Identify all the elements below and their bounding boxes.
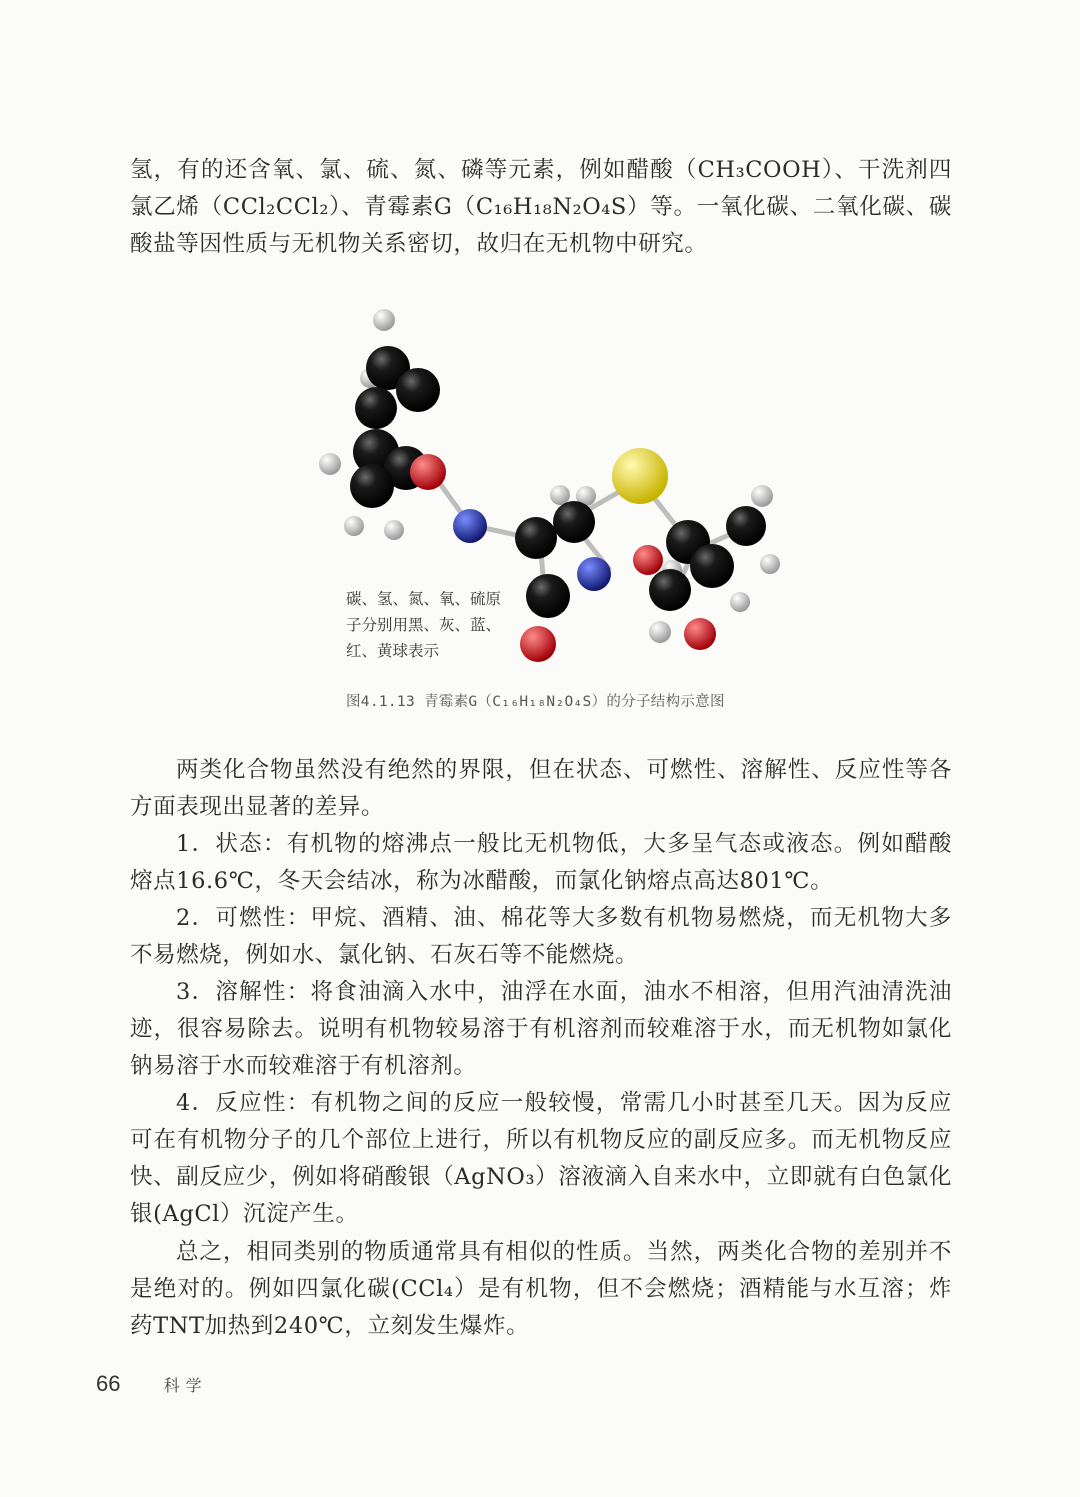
paragraph-differences: 两类化合物虽然没有绝然的界限，但在状态、可燃性、溶解性、反应性等各方面表现出显著的差异。 [130, 757, 952, 820]
paragraph-state: 1．状态：有机物的熔沸点一般比无机物低，大多呈气态或液态。例如醋酸熔点16.6℃，冬天会结冰，称为冰醋酸，而氯化钠熔点高达801℃。 [130, 831, 952, 894]
paragraph-solubility: 3．溶解性：将食油滴入水中，油浮在水面，油水不相溶，但用汽油清洗油迹，很容易除去。说明有机物较易溶于有机溶剂而较难溶于水，而无机物如氯化钠易溶于水而较难溶于有机溶剂。 [130, 979, 952, 1079]
carbon-atoms [350, 346, 766, 618]
paragraph-summary: 总之，相同类别的物质通常具有相似的性质。当然，两类化合物的差别并不是绝对的。例如四氯化碳(CCl₄）是有机物，但不会燃烧；酒精能与水互溶；炸药TNT加热到240℃，立刻发生爆炸。 [130, 1239, 952, 1339]
figure-legend-note: 碳、氢、氮、氧、硫原子分别用黑、灰、蓝、红、黄球表示 [346, 590, 502, 660]
subject-label: 科学 [163, 1376, 208, 1395]
sulfur-atom [612, 448, 668, 504]
page-number: 66 [96, 1371, 121, 1396]
page-footer [96, 1371, 396, 1397]
paragraph-combustibility: 2．可燃性：甲烷、酒精、油、棉花等大多数有机物易燃烧，而无机物大多不易燃烧，例如水、氯化钠、石灰石等不能燃烧。 [130, 905, 952, 968]
figure-caption: 图4.1.13 青霉素G（C₁₆H₁₈N₂O₄S）的分子结构示意图 [346, 694, 725, 710]
intro-paragraph: 氢，有的还含氧、氯、硫、氮、磷等元素，例如醋酸（CH₃COOH）、干洗剂四氯乙烯（CCl₂CCl₂）、青霉素G（C₁₆H₁₈N₂O₄S）等。一氧化碳、二氧化碳、碳酸盐等因性质与无机物关系密切，故归在无机物中研究。 [130, 157, 952, 257]
paragraph-reactivity: 4．反应性：有机物之间的反应一般较慢，常需几小时甚至几天。因为反应可在有机物分子的几个部位上进行，所以有机物反应的副反应多。而无机物反应快、副反应少，例如将硝酸银（AgNO₃）溶液滴入自来水中，立即就有白色氯化银(AgCl）沉淀产生。 [130, 1090, 952, 1227]
